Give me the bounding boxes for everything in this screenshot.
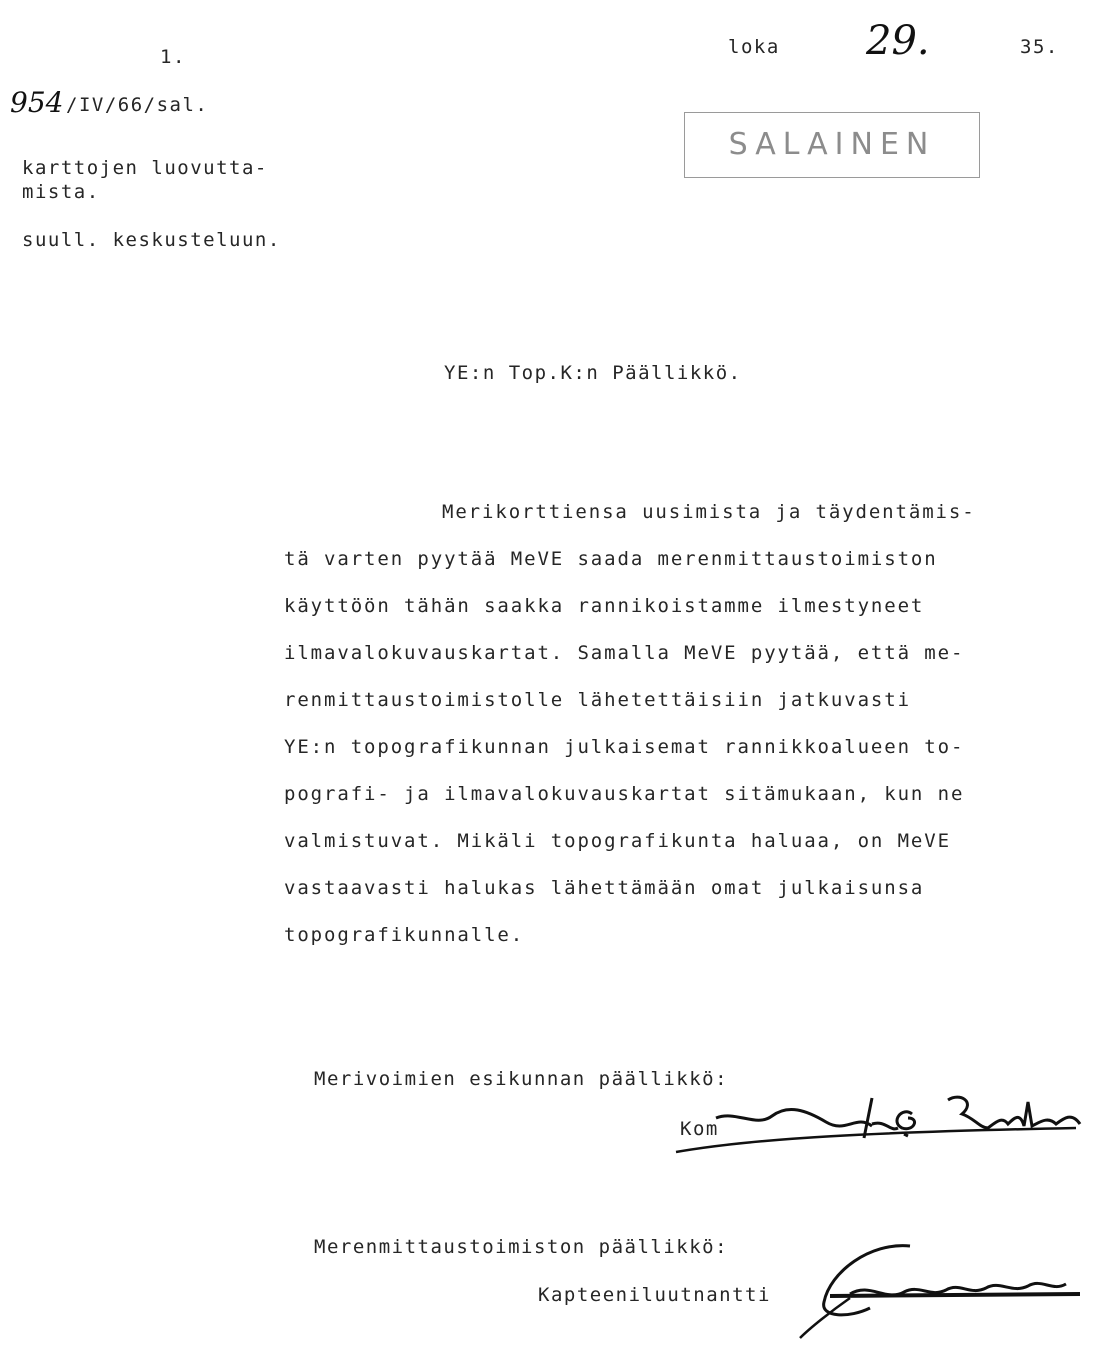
body-line-6: YE:n topografikunnan julkaisemat rannikkoalueen to- — [284, 736, 965, 758]
signature-1 — [676, 1088, 1096, 1158]
signatory-2-rank: Kapteeniluutnantti — [538, 1284, 771, 1306]
body-line-4: ilmavalokuvauskartat. Samalla MeVE pyytää, että me- — [284, 642, 965, 664]
stamp-text: SALAINEN — [728, 127, 936, 162]
body-line-9: vastaavasti halukas lähettämään omat julkaisunsa — [284, 877, 925, 899]
signatory-1-rank: Kom — [680, 1118, 719, 1140]
body-line-2: tä varten pyytää MeVE saada merenmittaustoimiston — [284, 548, 938, 570]
body-line-3: käyttöön tähän saakka rannikoistamme ilmestyneet — [284, 595, 925, 617]
subject-line-3: suull. keskusteluun. — [22, 229, 281, 251]
date-day-handwritten: 29. — [866, 18, 930, 64]
body-line-1: Merikorttiensa uusimista ja täydentämis- — [442, 501, 976, 523]
signature-2 — [790, 1232, 1090, 1340]
reference-number: /IV/66/sal. — [66, 94, 209, 116]
page-number: 1. — [160, 46, 186, 68]
body-line-10: topografikunnalle. — [284, 924, 525, 946]
subject-line-1: karttojen luovutta- — [22, 157, 268, 179]
body-line-7: pografi- ja ilmavalokuvauskartat sitämukaan, kun ne — [284, 783, 965, 805]
body-line-8: valmistuvat. Mikäli topografikunta haluaa, on MeVE — [284, 830, 951, 852]
recipient: YE:n Top.K:n Päällikkö. — [444, 362, 742, 384]
signatory-1-title: Merivoimien esikunnan päällikkö: — [314, 1068, 729, 1090]
body-line-5: renmittaustoimistolle lähetettäisiin jatkuvasti — [284, 689, 911, 711]
date-year: 35. — [1020, 36, 1059, 58]
subject-line-2: mista. — [22, 181, 100, 203]
date-month: loka — [728, 36, 780, 58]
signatory-2-title: Merenmittaustoimiston päällikkö: — [314, 1236, 729, 1258]
reference-number-handwritten: 954 — [10, 86, 64, 119]
classification-stamp — [684, 112, 980, 178]
